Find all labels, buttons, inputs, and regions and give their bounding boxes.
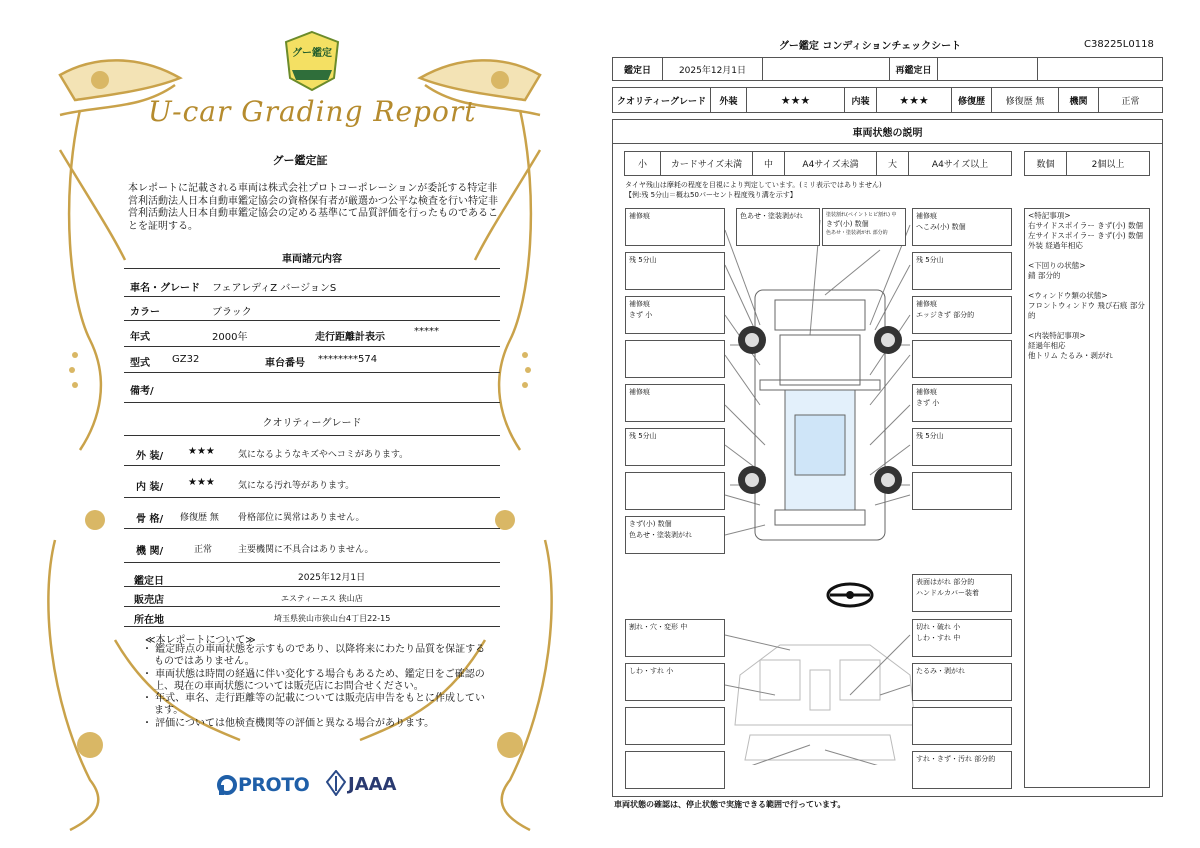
certificate-statement: 本レポートに記載される車両は株式会社プロトコーポレーションが委託する特定非営利活動法人日本自動車鑑定協会の資格保有者が厳選かつ公平な検査を行い特定非営利活動法人日本自動車鑑定協会の定める基準にて品質評価を行ったものであることを証明する。 <box>128 183 498 232</box>
date-value: 2025年12月1日 <box>663 58 763 80</box>
damage-box <box>912 707 1012 745</box>
divider <box>124 626 500 627</box>
section-title: 車両状態の説明 <box>612 119 1163 144</box>
damage-box <box>625 619 725 657</box>
size-large-key: 大 <box>877 152 909 175</box>
quality-engine-label: 機 関/ <box>136 546 164 557</box>
damage-text: きず 小 <box>916 399 940 407</box>
divider <box>124 320 500 321</box>
damage-box <box>625 252 725 290</box>
damage-text: 残 5分山 <box>629 256 657 264</box>
quality-interior-label: 内 装/ <box>136 482 164 493</box>
damage-box <box>912 428 1012 466</box>
interior-diagram <box>725 635 915 765</box>
damage-box <box>625 384 725 422</box>
damage-text: 補修痕 <box>629 300 650 308</box>
remarks-label: 備考/ <box>130 386 154 397</box>
divider <box>124 465 500 466</box>
damage-text: しわ・すれ 小 <box>629 667 674 675</box>
redate-label: 再鑑定日 <box>890 58 938 80</box>
damage-text: 残 5分山 <box>916 432 944 440</box>
quality-frame-grade: 修復歴 無 <box>180 513 219 523</box>
damage-text: すれ・きず・汚れ 部分的 <box>916 755 996 763</box>
date-label: 鑑定日 <box>613 58 663 80</box>
note-line: 右サイドスポイラー きず(小) 数個 <box>1028 221 1144 230</box>
damage-box <box>912 663 1012 701</box>
quality-interior-comment: 気になる汚れ等があります。 <box>238 481 355 491</box>
note-item: ・ 評価については他検査機関等の評価と異なる場合があります。 <box>142 717 435 729</box>
quality-exterior-label: 外 装/ <box>136 451 164 462</box>
jaaa-mark-icon <box>326 770 346 796</box>
divider <box>124 497 500 498</box>
odometer-label: 走行距離計表示 <box>315 332 385 343</box>
damage-box <box>912 340 1012 378</box>
appraisal-date-label: 鑑定日 <box>134 576 164 587</box>
note-line: <下回りの状態> <box>1028 261 1086 270</box>
divider <box>124 435 500 436</box>
sheet-code: C38225L0118 <box>1084 39 1154 50</box>
damage-text: 残 5分山 <box>629 432 657 440</box>
address-value: 埼玉県狭山市狭山台4丁目22-15 <box>274 614 391 623</box>
proto-logo <box>216 772 321 798</box>
color-label: カラー <box>130 307 160 318</box>
certificate-title <box>148 95 477 155</box>
damage-text: 補修痕 <box>629 388 650 396</box>
ext-label: 外装 <box>711 88 747 112</box>
jaaa-logo <box>326 770 406 798</box>
damage-box <box>625 208 725 246</box>
damage-box <box>625 751 725 789</box>
car-name-label: 車名・グレード <box>130 283 200 294</box>
damage-box <box>912 472 1012 510</box>
note-line: 錆 部分的 <box>1028 271 1061 280</box>
certificate-subtitle: グー鑑定証 <box>272 154 328 167</box>
shop-value: エスティーエス 狭山店 <box>281 594 363 603</box>
note-line: 外装 経過年相応 <box>1028 241 1083 250</box>
divider <box>124 346 500 347</box>
empty-cell <box>763 58 890 80</box>
quality-interior-grade: ★★★ <box>188 477 215 488</box>
damage-text: 補修痕 <box>916 212 937 220</box>
notes-list <box>142 644 492 730</box>
int-label: 内装 <box>845 88 877 112</box>
jaaa-logo-text: JAAA <box>348 774 397 795</box>
note-line: <内装特記事項> <box>1028 331 1086 340</box>
damage-box <box>912 574 1012 612</box>
damage-box <box>912 208 1012 246</box>
damage-box <box>736 208 820 246</box>
damage-text: 色あせ・塗装剥がれ <box>740 212 803 220</box>
damage-box <box>625 296 725 334</box>
quality-frame-label: 骨 格/ <box>136 514 164 525</box>
tire-note-1: タイヤ残山は摩耗の程度を目視により判定しています。(ミリ表示ではありません) <box>625 181 882 189</box>
quality-heading: クオリティーグレード <box>262 418 362 429</box>
note-line: <ウィンドウ類の状態> <box>1028 291 1108 300</box>
damage-box <box>625 707 725 745</box>
damage-text: たるみ・剥がれ <box>916 667 965 675</box>
chassis-value: ********574 <box>318 354 378 365</box>
damage-text: 残 5分山 <box>916 256 944 264</box>
address-label: 所在地 <box>134 615 164 626</box>
damage-box <box>822 208 906 246</box>
note-item: ・ 車両状態は時間の経過に伴い変化する場合もあるため、鑑定日をご確認の上、現在の車両状態については販売店にお問合せください。 <box>142 668 485 692</box>
spacer <box>1028 321 1146 331</box>
shop-label: 販売店 <box>134 595 164 606</box>
divider <box>124 402 500 403</box>
note-line: 経過年相応 <box>1028 341 1066 350</box>
damage-text: 割れ・穴・変形 中 <box>629 623 688 631</box>
count-value: 2個以上 <box>1091 160 1125 170</box>
damage-text: 色あせ・塗装剥がれ 部分的 <box>826 230 888 236</box>
ext-value: ★★★ <box>747 88 845 112</box>
model-value: GZ32 <box>172 354 200 365</box>
spacer <box>1028 251 1146 261</box>
engine-label: 機関 <box>1059 88 1099 112</box>
condition-check-sheet <box>600 0 1200 848</box>
damage-box <box>912 384 1012 422</box>
damage-text: ハンドルカバー装着 <box>916 589 979 597</box>
damage-box <box>912 751 1012 789</box>
engine-value: 正常 <box>1121 96 1140 107</box>
proto-logo-text: PROTO <box>238 774 310 796</box>
damage-box <box>912 252 1012 290</box>
note-line: <特記事項> <box>1028 211 1071 220</box>
damage-box <box>625 472 725 510</box>
grade-row <box>612 87 1163 113</box>
damage-text: しわ・すれ 中 <box>916 634 961 642</box>
certificate-title-text: U-car Grading Report <box>148 95 477 128</box>
damage-box <box>912 296 1012 334</box>
damage-text: 補修痕 <box>916 300 937 308</box>
quality-frame-comment: 骨格部位に異常はありません。 <box>238 513 365 523</box>
year-label: 年式 <box>130 332 150 343</box>
quality-engine-grade: 正常 <box>194 545 213 555</box>
quality-exterior-grade: ★★★ <box>188 446 215 457</box>
int-value: ★★★ <box>877 88 952 112</box>
divider <box>124 268 500 269</box>
size-small-key: 小 <box>625 152 661 175</box>
notes-heading: ≪本レポートについて≫ <box>145 635 256 646</box>
damage-box <box>912 619 1012 657</box>
sheet-footer: 車両状態の確認は、停止状態で実施できる範囲で行っています。 <box>614 800 846 809</box>
special-notes-panel <box>1024 208 1150 788</box>
repair-value: 修復歴 無 <box>992 88 1059 112</box>
count-legend <box>1024 151 1150 176</box>
spacer <box>1028 281 1146 291</box>
damage-text: 色あせ・塗装剥がれ <box>629 531 692 539</box>
year-value: 2000年 <box>212 332 248 343</box>
divider <box>124 606 500 607</box>
size-medium-desc: A4サイズ未満 <box>785 152 877 175</box>
steering-wheel-icon <box>828 584 872 606</box>
sheet-title: グー鑑定 コンディションチェックシート <box>778 41 962 52</box>
damage-text: きず 小 <box>629 311 653 319</box>
damage-text: へこみ(小) 数個 <box>916 223 966 231</box>
odometer-value: ***** <box>414 326 439 337</box>
quality-exterior-comment: 気になるようなキズやヘコミがあります。 <box>238 450 409 460</box>
damage-text: きず(小) 数個 <box>629 520 672 528</box>
damage-text: 切れ・破れ 小 <box>916 623 961 631</box>
divider <box>124 562 500 563</box>
divider <box>124 296 500 297</box>
car-name-value: フェアレディZ バージョンS <box>212 283 337 294</box>
size-medium-key: 中 <box>753 152 785 175</box>
note-line: 左サイドスポイラー きず(小) 数個 <box>1028 231 1144 240</box>
damage-box <box>625 663 725 701</box>
tire-note-2: 【例:残 5分山＝概ね50パーセント程度残り溝を示す】 <box>625 191 797 199</box>
damage-text: 表面はがれ 部分的 <box>916 578 975 586</box>
damage-text: 補修痕 <box>629 212 650 220</box>
date-row <box>612 57 1163 81</box>
appraisal-date-value: 2025年12月1日 <box>298 573 366 583</box>
count-label: 数個 <box>1025 152 1067 175</box>
model-label: 型式 <box>130 358 150 369</box>
goo-kantei-badge <box>282 30 342 92</box>
quality-engine-comment: 主要機関に不具合はありません。 <box>238 545 374 555</box>
divider <box>124 372 500 373</box>
note-line: 他トリム たるみ・剥がれ <box>1028 351 1113 360</box>
damage-text: きず(小) 数個 <box>826 220 869 228</box>
proto-mark-icon <box>216 774 238 796</box>
chassis-label: 車台番号 <box>265 358 305 369</box>
badge-shield-icon <box>282 30 342 92</box>
redate-value <box>938 58 1038 80</box>
damage-text: 塗装割れ(ペイントヒビ割れ) 中 <box>826 212 897 218</box>
note-item: ・ 年式、車名、走行距離等の記載については販売店申告をもとに作成しています。 <box>142 693 485 717</box>
damage-box <box>625 340 725 378</box>
divider <box>124 586 500 587</box>
damage-text: エッジきず 部分的 <box>916 311 975 319</box>
badge-text: グー鑑定 <box>292 48 332 59</box>
size-large-desc: A4サイズ以上 <box>931 160 989 170</box>
size-small-desc: カードサイズ未満 <box>661 152 753 175</box>
spec-heading: 車両諸元内容 <box>282 254 342 265</box>
grade-label: クオリティーグレード <box>613 88 711 112</box>
size-legend <box>624 151 1012 176</box>
divider <box>124 528 500 529</box>
damage-box <box>625 516 725 554</box>
note-line: フロントウィンドウ 飛び石痕 部分的 <box>1028 301 1145 320</box>
color-value: ブラック <box>212 307 252 318</box>
damage-text: 補修痕 <box>916 388 937 396</box>
repair-label: 修復歴 <box>952 88 992 112</box>
damage-box <box>625 428 725 466</box>
note-item: ・ 鑑定時点の車両状態を示すものであり、以降将来にわたり品質を保証するものではありません。 <box>142 644 486 668</box>
